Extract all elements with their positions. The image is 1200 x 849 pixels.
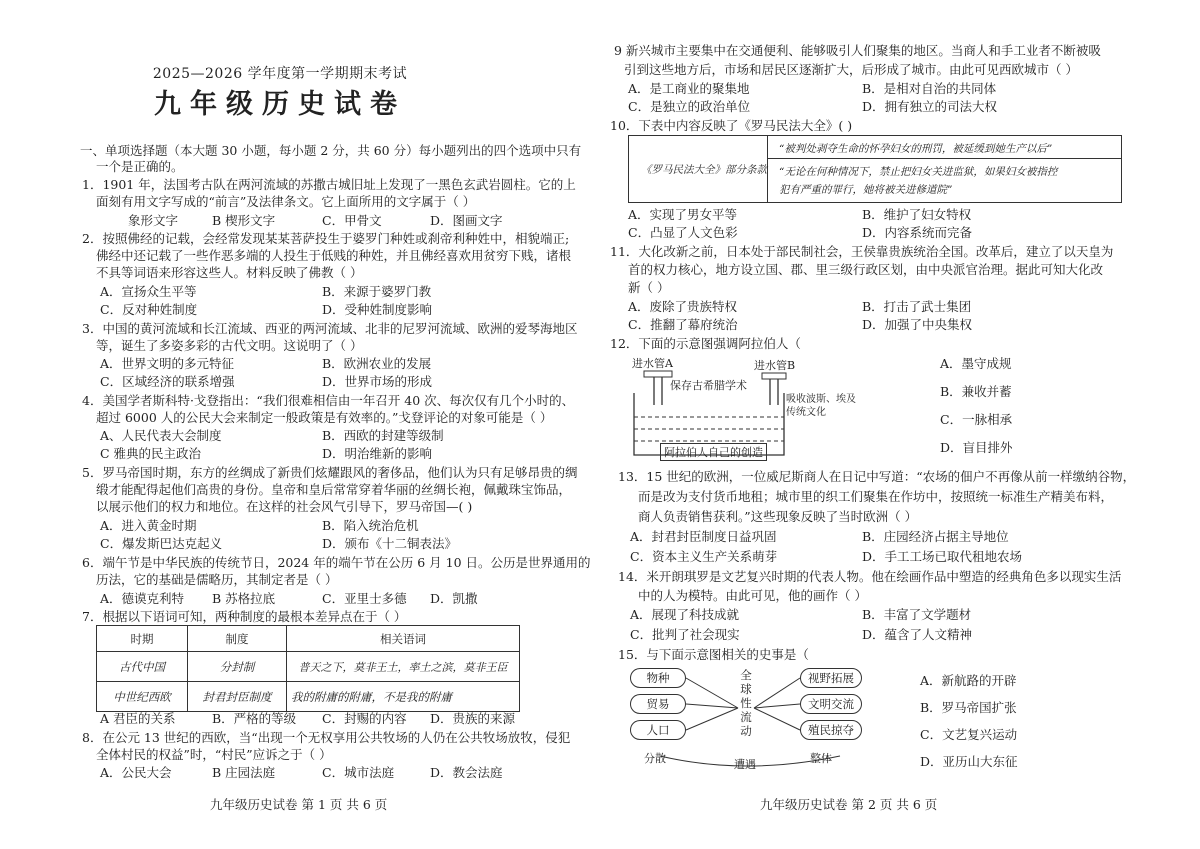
- q7-line-1: 7．根据以下语词可知，两种制度的最根本差异点在于（ ）: [82, 609, 407, 624]
- exam-subtitle: 2025—2026 学年度第一学期期末考试: [152, 66, 408, 82]
- q5-option-c[interactable]: C．爆发斯巴达克起义: [100, 536, 223, 551]
- q13-option-a[interactable]: A．封君封臣制度日益巩固: [630, 529, 777, 544]
- q2-option-a[interactable]: A．宣扬众生平等: [100, 284, 197, 299]
- page-footer: 九年级历史试卷 第 1 页 共 6 页: [210, 797, 388, 812]
- q9-line-1: 9 新兴城市主要集中在交通便利、能够吸引人们聚集的地区。当商人和手工业者不断被吸: [614, 43, 1101, 58]
- label-scattered: 分散: [644, 752, 666, 765]
- q11-option-b[interactable]: B．打击了武士集团: [862, 299, 972, 314]
- q13-option-c[interactable]: C．资本主义生产关系萌芽: [630, 549, 778, 564]
- q11-line-1: 11．大化改新之前，日本处于部民制社会，王侯靠贵族统治全国。改革后，建立了以天皇为: [610, 244, 1114, 259]
- q5-line-3: 以展示他们的权力和地位。在这样的社会风气引导下，罗马帝国—( ): [96, 499, 473, 514]
- q10-table-label: 《罗马民法大全》部分条款: [641, 164, 767, 176]
- q12-option-a[interactable]: A．墨守成规: [940, 356, 1012, 371]
- q12-option-b[interactable]: B．兼收并蓄: [940, 384, 1012, 399]
- q2-option-c[interactable]: C．反对种姓制度: [100, 302, 198, 317]
- q13-line-1: 13．15 世纪的欧洲，一位威尼斯商人在日记中写道：“农场的佃户不再像从前一样缴纳谷物，: [618, 469, 1136, 484]
- q7-table-header: 时期: [97, 626, 188, 652]
- center-global-flow: 全球性流动: [740, 668, 752, 738]
- node-species: 物种: [630, 668, 686, 688]
- q9-line-2: 引到这些地方后，市场和居民区逐渐扩大，后形成了城市。由此可见西欧城市（ ）: [624, 62, 1078, 77]
- q8-option-a[interactable]: A．公民大会: [100, 765, 172, 780]
- pipe-a-label: 进水管A: [632, 357, 673, 370]
- left-page: [0, 0, 598, 849]
- q3-line-2: 等，诞生了多姿多彩的古代文明。这说明了（ ）: [96, 338, 363, 353]
- table-cell: 古代中国: [97, 652, 188, 682]
- q9-option-c[interactable]: C．是独立的政治单位: [628, 99, 751, 114]
- node-colonial-plunder: 殖民掠夺: [800, 720, 862, 740]
- node-trade: 贸易: [630, 694, 686, 714]
- section-intro-line-2: 一个是正确的。: [96, 159, 184, 174]
- q6-line-2: 历法，它的基础是儒略历，其制定者是（ ）: [96, 572, 338, 587]
- q1-line-1: 1．1901 年，法国考古队在两河流域的苏撒古城旧址上发现了一黑色玄武岩圆柱。它的上: [82, 177, 576, 192]
- q10-line-1: 10．下表中内容反映了《罗马民法大全》( ): [610, 118, 853, 133]
- right-page: [600, 0, 1200, 849]
- q12-line-1: 12．下面的示意图强调阿拉伯人（: [610, 336, 801, 351]
- q6-option-a[interactable]: A．德谟克利特: [100, 591, 185, 606]
- pipe-b-label: 进水管B: [754, 359, 796, 372]
- q7-option-c[interactable]: C．封赐的内容: [322, 711, 407, 726]
- q3-option-d[interactable]: D．世界市场的形成: [322, 374, 433, 389]
- q15-option-b[interactable]: B．罗马帝国扩张: [920, 700, 1017, 715]
- q4-option-c[interactable]: C 雅典的民主政治: [100, 446, 202, 461]
- q11-option-d[interactable]: D．加强了中央集权: [862, 317, 973, 332]
- q7-table-header: 相关语词: [287, 626, 520, 652]
- q8-line-2: 全体村民的权益”时，“村民”应诉之于（ ）: [96, 747, 332, 762]
- q14-line-1: 14．米开朗琪罗是文艺复兴时期的代表人物。他在绘画作品中塑造的经典角色多以现实生活: [618, 569, 1122, 584]
- q4-line-1: 4．美国学者斯科特·戈登指出：“我们很难相信由一年召开 40 次、每次仅有几个小时的、: [82, 393, 575, 408]
- tank-bottom-label: 阿拉伯人自己的创造: [660, 443, 767, 461]
- q10-option-c[interactable]: C．凸显了人文色彩: [628, 225, 738, 240]
- q11-option-a[interactable]: A．废除了贵族特权: [628, 299, 738, 314]
- q9-option-d[interactable]: D．拥有独立的司法大权: [862, 99, 998, 114]
- page-footer: 九年级历史试卷 第 2 页 共 6 页: [760, 797, 938, 812]
- q7-option-d[interactable]: D．贵族的来源: [430, 711, 516, 726]
- exam-title: 九年级历史试卷: [154, 89, 406, 120]
- q14-option-a[interactable]: A．展现了科技成就: [630, 607, 740, 622]
- q1-option-d[interactable]: D．图画文字: [430, 213, 503, 228]
- q4-option-d[interactable]: D．明治维新的影响: [322, 446, 433, 461]
- q13-option-b[interactable]: B．庄园经济占据主导地位: [862, 529, 1009, 544]
- q6-option-c[interactable]: C．亚里士多德: [322, 591, 407, 606]
- q11-line-3: 新（ ）: [628, 280, 670, 295]
- q4-option-a[interactable]: A、人民代表大会制度: [100, 428, 222, 443]
- q10-clause-2b: 犯有严重的罪行，她将被关进修道院”: [779, 184, 953, 196]
- table-cell: 我的附庸的附庸，不是我的附庸: [287, 682, 520, 712]
- pipe-b-content-2: 传统文化: [786, 407, 826, 418]
- q15-diagram: [630, 664, 900, 774]
- label-whole: 整体: [810, 752, 832, 765]
- q14-option-c[interactable]: C．批判了社会现实: [630, 627, 740, 642]
- table-cell: 普天之下，莫非王土，率土之滨，莫非王臣: [287, 652, 520, 682]
- q6-option-d[interactable]: D．凯撒: [430, 591, 478, 606]
- q5-option-a[interactable]: A．进入黄金时期: [100, 518, 197, 533]
- q12-option-d[interactable]: D．盲目排外: [940, 440, 1013, 455]
- q13-line-2: 而是改为支付货币地租；城市里的织工们聚集在作坊中，按照统一标准生产精美布料，: [638, 489, 1114, 504]
- q5-option-d[interactable]: D．颁布《十二铜表法》: [322, 536, 458, 551]
- q5-line-2: 缎才能配得起他们高贵的身份。皇帝和皇后常常穿着华丽的丝绸长袍，佩戴珠宝饰品，: [96, 482, 572, 497]
- q1-line-2: 面刻有用文字写成的“前言”及法律条文。它上面所用的文字属于（ ）: [96, 194, 476, 209]
- table-cell: 分封制: [188, 652, 287, 682]
- q10-clause-2a: “无论在何种情况下，禁止把妇女关进监狱，如果妇女被指控: [779, 166, 1058, 178]
- q3-option-a[interactable]: A．世界文明的多元特征: [100, 356, 235, 371]
- q8-option-c[interactable]: C．城市法庭: [322, 765, 395, 780]
- q12-option-c[interactable]: C．一脉相承: [940, 412, 1013, 427]
- q7-table: [96, 625, 520, 712]
- q10-option-d[interactable]: D．内容系统而完备: [862, 225, 973, 240]
- q10-table: [628, 135, 1122, 203]
- q7-option-b[interactable]: B．严格的等级: [212, 711, 297, 726]
- q10-table-divider: [768, 158, 1121, 159]
- q3-option-b[interactable]: B．欧洲农业的发展: [322, 356, 432, 371]
- table-cell: 封君封臣制度: [188, 682, 287, 712]
- q15-option-a[interactable]: A．新航路的开辟: [920, 673, 1017, 688]
- q3-option-c[interactable]: C．区域经济的联系增强: [100, 374, 235, 389]
- q9-option-b[interactable]: B．是相对自治的共同体: [862, 81, 997, 96]
- q14-option-d[interactable]: D．蕴含了人文精神: [862, 627, 973, 642]
- q15-line-1: 15．与下面示意图相关的史事是（: [618, 647, 809, 662]
- q2-line-3: 不具等词语来形容这些人。材料反映了佛教（ ）: [96, 265, 363, 280]
- pipe-b-content-1: 吸收波斯、埃及: [786, 394, 856, 405]
- table-cell: 中世纪西欧: [97, 682, 188, 712]
- pipe-a-content: 保存古希腊学术: [670, 379, 747, 392]
- q7-table-header: 制度: [188, 626, 287, 652]
- q15-option-d[interactable]: D．亚历山大东征: [920, 754, 1018, 769]
- table-row: [97, 652, 520, 682]
- q10-option-b[interactable]: B．维护了妇女特权: [862, 207, 972, 222]
- q10-option-a[interactable]: A．实现了男女平等: [628, 207, 738, 222]
- q8-line-1: 8．在公元 13 世纪的西欧，当“出现一个无权享用公共牧场的人仍在公共牧场放牧，侵犯: [82, 730, 571, 745]
- q8-option-b[interactable]: B 庄园法庭: [212, 765, 276, 780]
- node-population: 人口: [630, 720, 686, 740]
- q6-line-1: 6．端午节是中华民族的传统节日，2024 年的端午节在公历 6 月 10 日。公历是世界通用的: [82, 555, 591, 570]
- q4-line-2: 超过 6000 人的公民大会来制定一般政策是有效率的。”戈登评论的对象可能是（ ）: [96, 410, 553, 425]
- q2-option-d[interactable]: D．受种姓制度影响: [322, 302, 433, 317]
- q5-option-b[interactable]: B．陷入统治危机: [322, 518, 419, 533]
- node-cultural-exchange: 文明交流: [800, 694, 862, 714]
- q11-line-2: 首的权力核心，地方设立国、郡、里三级行政区划，由中央派官治理。据此可知大化改: [628, 262, 1104, 277]
- q3-line-1: 3．中国的黄河流域和长江流域、西亚的两河流域、北非的尼罗河流域、欧洲的爱琴海地区: [82, 321, 578, 336]
- section-intro-line-1: 一、单项选择题（本大题 30 小题，每小题 2 分，共 60 分）每小题列出的四个选项中只有: [80, 143, 582, 158]
- node-horizon-expansion: 视野拓展: [800, 668, 862, 688]
- q4-option-b[interactable]: B．西欧的封建等级制: [322, 428, 444, 443]
- q11-option-c[interactable]: C．推翻了幕府统治: [628, 317, 738, 332]
- label-encounter: 遭遇: [734, 758, 756, 771]
- q2-line-2: 佛经中还记载了一些作恶多端的人投生于低贱的种姓，并且佛经喜欢用贫穷下贱，诸根: [96, 248, 572, 263]
- q8-option-d[interactable]: D．教会法庭: [430, 765, 503, 780]
- q14-line-2: 中的人为模特。由此可见，他的画作（ ）: [638, 588, 867, 603]
- q6-option-b[interactable]: B 苏格拉底: [212, 591, 276, 606]
- q1-option-c[interactable]: C．甲骨文: [322, 213, 382, 228]
- q2-line-1: 2．按照佛经的记载，会经常发现某某菩萨投生于婆罗门种姓或刹帝利种姓中，相貌端正;: [82, 231, 570, 246]
- q1-option-b[interactable]: B 楔形文字: [212, 213, 276, 228]
- q7-option-a[interactable]: A 君臣的关系: [100, 711, 176, 726]
- q2-option-b[interactable]: B．来源于婆罗门教: [322, 284, 432, 299]
- q1-option-a[interactable]: 象形文字: [128, 213, 179, 228]
- q14-option-b[interactable]: B．丰富了文学题材: [862, 607, 972, 622]
- q5-line-1: 5．罗马帝国时期，东方的丝绸成了新贵们炫耀跟风的奢侈品，他们认为只有足够昂贵的绸: [82, 465, 578, 480]
- q9-option-a[interactable]: A．是工商业的聚集地: [628, 81, 750, 96]
- q12-diagram: [624, 355, 856, 465]
- q15-option-c[interactable]: C．文艺复兴运动: [920, 727, 1018, 742]
- q13-option-d[interactable]: D．手工工场已取代租地农场: [862, 549, 1023, 564]
- q10-clause-1: “被判处剥夺生命的怀孕妇女的刑罚，被延缓到她生产以后”: [779, 143, 1053, 155]
- table-row: [97, 682, 520, 712]
- q13-line-3: 商人负责销售获利。”这些现象反映了当时欧洲（ ）: [638, 509, 918, 524]
